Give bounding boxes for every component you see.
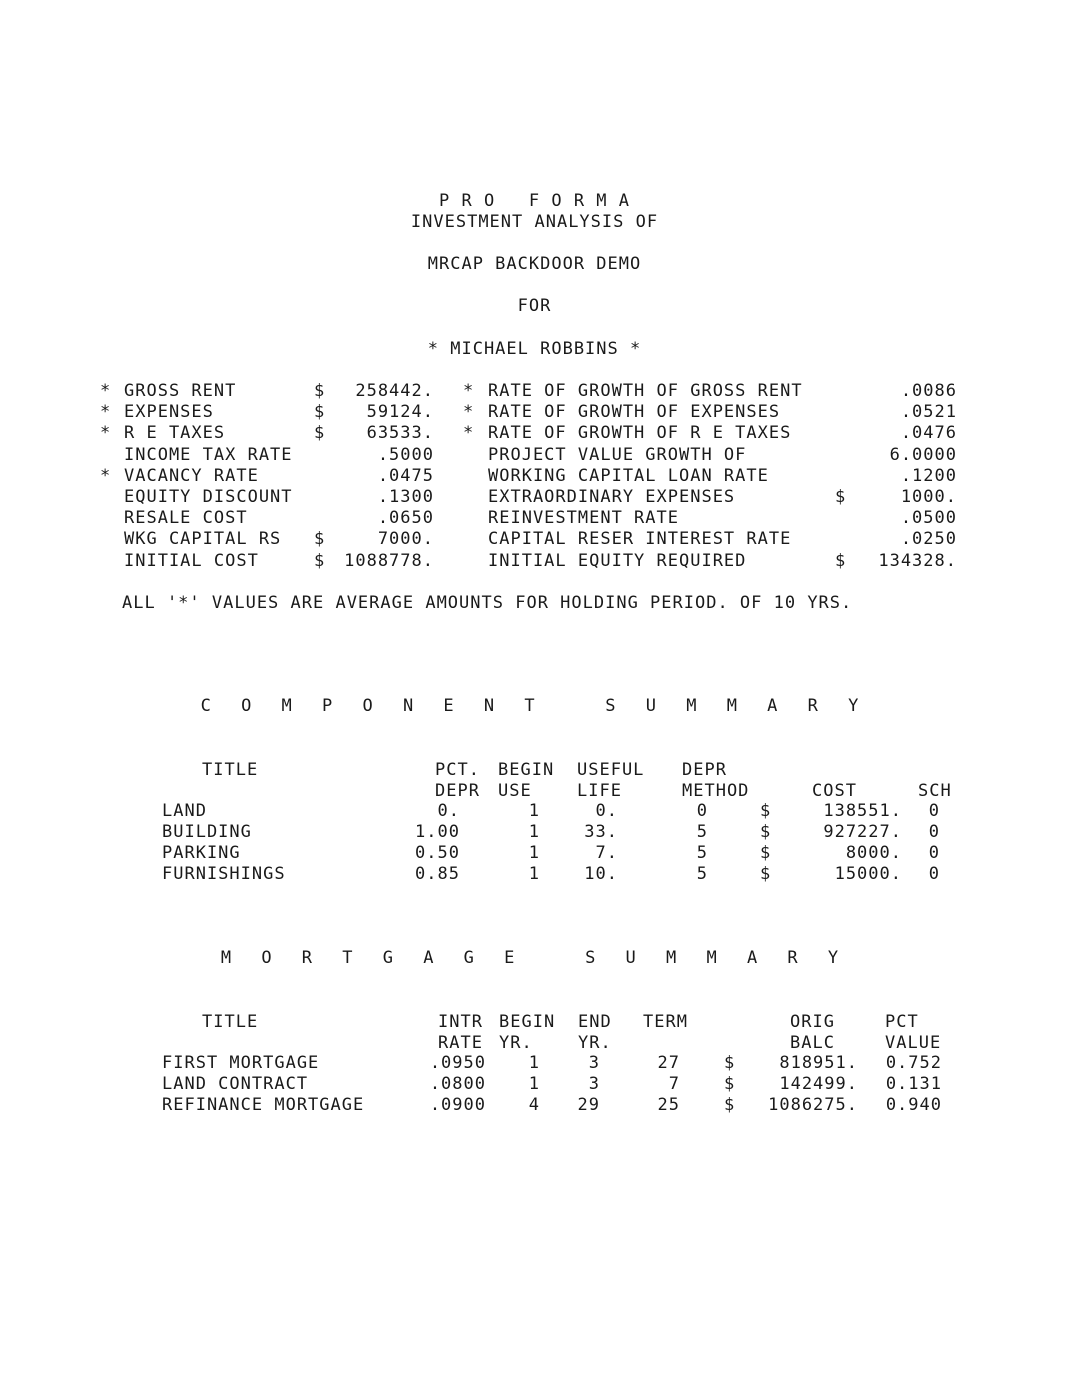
mortgage-summary-heading: M O R T G A G E S U M M A R Y <box>220 948 849 968</box>
input-label: VACANCY RATE <box>124 466 259 486</box>
table-cell: PARKING <box>162 843 241 863</box>
for-label: FOR <box>517 296 552 316</box>
input-value: 1088778. <box>344 551 434 571</box>
table-cell: $ <box>760 801 772 821</box>
input-label: INITIAL EQUITY REQUIRED <box>488 551 747 571</box>
column-header: METHOD <box>682 781 750 801</box>
input-label: INCOME TAX RATE <box>124 445 293 465</box>
table-cell: 0. <box>595 801 618 821</box>
input-dollar-sign: $ <box>314 529 326 549</box>
input-label: RATE OF GROWTH OF EXPENSES <box>488 402 781 422</box>
table-cell: 0 <box>928 864 940 884</box>
table-cell: $ <box>724 1074 736 1094</box>
table-cell: 1.00 <box>415 822 460 842</box>
input-star-marker: * <box>463 423 475 443</box>
table-cell: 1 <box>528 822 540 842</box>
input-dollar-sign: $ <box>314 381 326 401</box>
table-cell: 3 <box>588 1053 600 1073</box>
input-label: EXTRAORDINARY EXPENSES <box>488 487 736 507</box>
input-label: EXPENSES <box>124 402 214 422</box>
input-label: REINVESTMENT RATE <box>488 508 679 528</box>
input-label: RATE OF GROWTH OF R E TAXES <box>488 423 792 443</box>
input-value: 6.0000 <box>889 445 957 465</box>
table-cell: 0.940 <box>885 1095 942 1115</box>
table-cell: 1 <box>528 843 540 863</box>
table-cell: 4 <box>528 1095 540 1115</box>
table-cell: 0 <box>928 843 940 863</box>
input-dollar-sign: $ <box>314 402 326 422</box>
input-value: 1000. <box>900 487 957 507</box>
input-value: .5000 <box>377 445 434 465</box>
averages-note: ALL '*' VALUES ARE AVERAGE AMOUNTS FOR HOLDING PERIOD. OF 10 YRS. <box>122 593 853 613</box>
table-cell: 0 <box>928 822 940 842</box>
table-cell: 5 <box>696 822 708 842</box>
input-value: .0521 <box>900 402 957 422</box>
input-value: 258442. <box>355 381 434 401</box>
table-cell: .0950 <box>429 1053 486 1073</box>
column-header: SCH <box>918 781 952 801</box>
column-header: INTR <box>438 1012 483 1032</box>
input-label: CAPITAL RESER INTEREST RATE <box>488 529 792 549</box>
table-cell: BUILDING <box>162 822 252 842</box>
table-cell: 5 <box>696 843 708 863</box>
component-summary-heading: C O M P O N E N T S U M M A R Y <box>200 696 869 716</box>
table-cell: 7 <box>668 1074 680 1094</box>
table-cell: LAND CONTRACT <box>162 1074 309 1094</box>
column-header: BEGIN <box>499 1012 556 1032</box>
table-cell: 5 <box>696 864 708 884</box>
table-cell: .0900 <box>429 1095 486 1115</box>
table-cell: 138551. <box>823 801 902 821</box>
input-value: 7000. <box>377 529 434 549</box>
table-cell: $ <box>760 843 772 863</box>
input-dollar-sign: $ <box>835 487 847 507</box>
table-cell: 8000. <box>845 843 902 863</box>
input-star-marker: * <box>100 381 112 401</box>
input-label: WORKING CAPITAL LOAN RATE <box>488 466 769 486</box>
input-dollar-sign: $ <box>314 423 326 443</box>
input-star-marker: * <box>463 402 475 422</box>
project-name: MRCAP BACKDOOR DEMO <box>427 254 642 274</box>
input-value: .0475 <box>377 466 434 486</box>
input-label: EQUITY DISCOUNT <box>124 487 293 507</box>
input-label: PROJECT VALUE GROWTH OF <box>488 445 747 465</box>
table-cell: 0. <box>437 801 460 821</box>
table-cell: $ <box>760 822 772 842</box>
input-dollar-sign: $ <box>314 551 326 571</box>
table-cell: 10. <box>584 864 618 884</box>
table-cell: 7. <box>595 843 618 863</box>
column-header: TITLE <box>202 760 259 780</box>
column-header: TERM <box>643 1012 688 1032</box>
input-value: .1300 <box>377 487 434 507</box>
table-cell: 1 <box>528 1053 540 1073</box>
input-value: .0500 <box>900 508 957 528</box>
input-label: RATE OF GROWTH OF GROSS RENT <box>488 381 803 401</box>
input-label: RESALE COST <box>124 508 248 528</box>
column-header: COST <box>812 781 857 801</box>
input-label: INITIAL COST <box>124 551 259 571</box>
client-name: * MICHAEL ROBBINS * <box>427 339 642 359</box>
page-subtitle: INVESTMENT ANALYSIS OF <box>410 212 659 232</box>
table-cell: $ <box>724 1053 736 1073</box>
table-cell: REFINANCE MORTGAGE <box>162 1095 365 1115</box>
input-star-marker: * <box>100 466 112 486</box>
column-header: YR. <box>499 1033 533 1053</box>
input-dollar-sign: $ <box>835 551 847 571</box>
input-label: WKG CAPITAL RS <box>124 529 282 549</box>
input-label: GROSS RENT <box>124 381 237 401</box>
input-value: 59124. <box>366 402 434 422</box>
table-cell: 818951. <box>779 1053 858 1073</box>
table-cell: 27 <box>657 1053 680 1073</box>
column-header: BALC <box>790 1033 835 1053</box>
table-cell: .0800 <box>429 1074 486 1094</box>
column-header: ORIG <box>790 1012 835 1032</box>
table-cell: 0.752 <box>885 1053 942 1073</box>
column-header: LIFE <box>577 781 622 801</box>
column-header: USE <box>498 781 532 801</box>
column-header: VALUE <box>885 1033 942 1053</box>
input-star-marker: * <box>100 423 112 443</box>
table-cell: 0.131 <box>885 1074 942 1094</box>
column-header: BEGIN <box>498 760 555 780</box>
table-cell: FIRST MORTGAGE <box>162 1053 320 1073</box>
column-header: END <box>578 1012 612 1032</box>
table-cell: 29 <box>577 1095 600 1115</box>
column-header: DEPR <box>435 781 480 801</box>
column-header: USEFUL <box>577 760 645 780</box>
column-header: PCT. <box>435 760 480 780</box>
column-header: TITLE <box>202 1012 259 1032</box>
column-header: YR. <box>578 1033 612 1053</box>
input-value: .0086 <box>900 381 957 401</box>
table-cell: 0.50 <box>415 843 460 863</box>
table-cell: $ <box>724 1095 736 1115</box>
table-cell: 1086275. <box>768 1095 858 1115</box>
input-value: .0476 <box>900 423 957 443</box>
table-cell: 142499. <box>779 1074 858 1094</box>
table-cell: 3 <box>588 1074 600 1094</box>
input-value: 134328. <box>878 551 957 571</box>
table-cell: 1 <box>528 1074 540 1094</box>
column-header: PCT <box>885 1012 919 1032</box>
input-value: .0650 <box>377 508 434 528</box>
table-cell: $ <box>760 864 772 884</box>
input-value: 63533. <box>366 423 434 443</box>
input-value: .1200 <box>900 466 957 486</box>
table-cell: 15000. <box>834 864 902 884</box>
table-cell: 0.85 <box>415 864 460 884</box>
table-cell: 0 <box>928 801 940 821</box>
input-star-marker: * <box>100 402 112 422</box>
column-header: RATE <box>438 1033 483 1053</box>
table-cell: 927227. <box>823 822 902 842</box>
input-label: R E TAXES <box>124 423 226 443</box>
input-value: .0250 <box>900 529 957 549</box>
table-cell: FURNISHINGS <box>162 864 286 884</box>
table-cell: 25 <box>657 1095 680 1115</box>
table-cell: 0 <box>696 801 708 821</box>
table-cell: LAND <box>162 801 207 821</box>
input-star-marker: * <box>463 381 475 401</box>
table-cell: 1 <box>528 864 540 884</box>
table-cell: 33. <box>584 822 618 842</box>
page-title: P R O F O R M A <box>439 191 630 211</box>
table-cell: 1 <box>528 801 540 821</box>
column-header: DEPR <box>682 760 727 780</box>
